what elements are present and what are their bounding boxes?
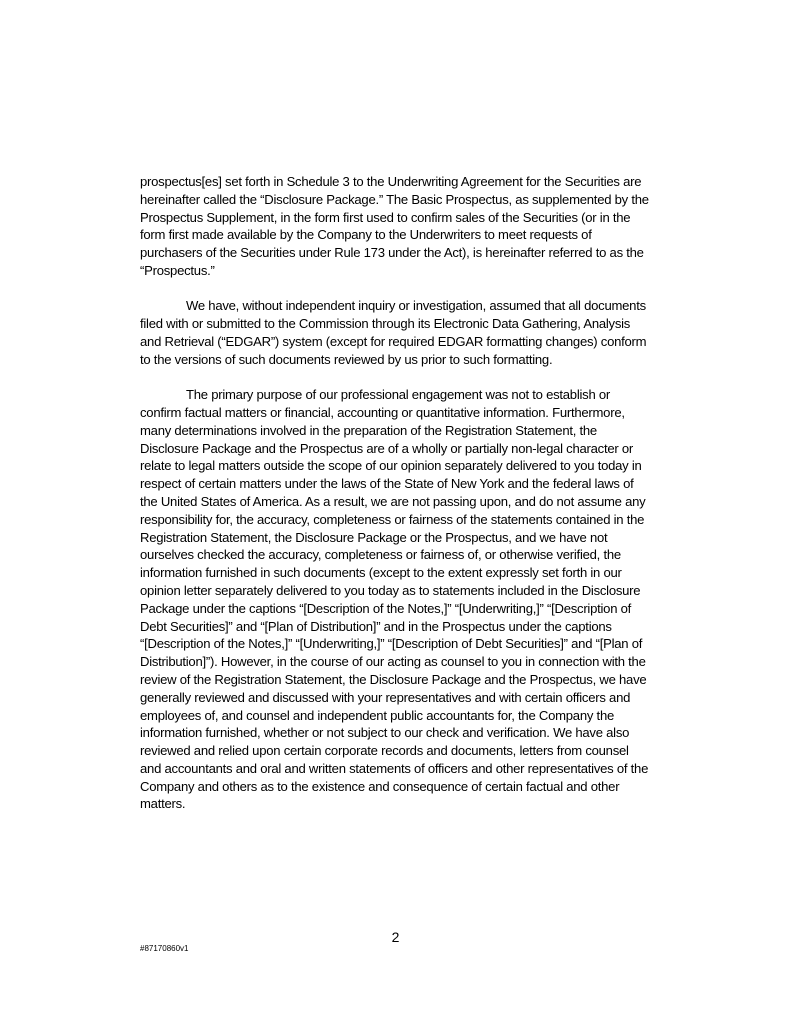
document-id: #87170860v1: [140, 944, 189, 953]
paragraph-engagement-purpose: The primary purpose of our professional engagement was not to establish or confirm factual matters or financial, accounting or quantitative information. Furthermore, many determinations involved in the preparation of the Registration Statement, the Disclosure Package and the Prospectus are of a wholly or partially non-legal character or relate to legal matters outside the scope of our opinion separately delivered to you today in respect of certain matters under the laws of the State of New York and the federal laws of the United States of America. As a result, we are not passing upon, and do not assume any responsibility for, the accuracy, completeness or fairness of the statements contained in the Registration Statement, the Disclosure Package or the Prospectus, and we have not ourselves checked the accuracy, completeness or fairness of, or otherwise verified, the information furnished in such documents (except to the extent expressly set forth in our opinion letter separately delivered to you today as to statements included in the Disclosure Package under the captions “[Description of the Notes,]” “[Underwriting,]” “[Description of Debt Securities]” and “[Plan of Distribution]” and in the Prospectus under the captions “[Description of the Notes,]” “[Underwriting,]” “[Description of Debt Securities]” and “[Plan of Distribution]”). However, in the course of our acting as counsel to you in connection with the review of the Registration Statement, the Disclosure Package and the Prospectus, we have generally reviewed and discussed with your representatives and with certain officers and employees of, and counsel and independent public accountants for, the Company the information furnished, whether or not subject to our check and verification. We have also reviewed and relied upon certain corporate records and documents, letters from counsel and accountants and oral and written statements of officers and other representatives of the Company and others as to the existence and consequence of certain factual and other matters.: [140, 387, 649, 812]
document-body: [140, 173, 652, 831]
paragraph-disclosure-package: prospectus[es] set forth in Schedule 3 to the Underwriting Agreement for the Securities are hereinafter called the “Disclosure Package.” The Basic Prospectus, as supplemented by the Prospectus Supplement, in the form first used to confirm sales of the Securities (or in the form first made available by the Company to the Underwriters to meet requests of purchasers of the Securities under Rule 173 under the Act), is hereinafter referred to as the “Prospectus.”: [140, 174, 649, 278]
paragraph-edgar-assumption: We have, without independent inquiry or investigation, assumed that all documents filed with or submitted to the Commission through its Electronic Data Gathering, Analysis and Retrieval (“EDGAR”) system (except for required EDGAR formatting changes) conform to the versions of such documents reviewed by us prior to such formatting.: [140, 298, 647, 367]
page-number: 2: [391, 929, 400, 945]
